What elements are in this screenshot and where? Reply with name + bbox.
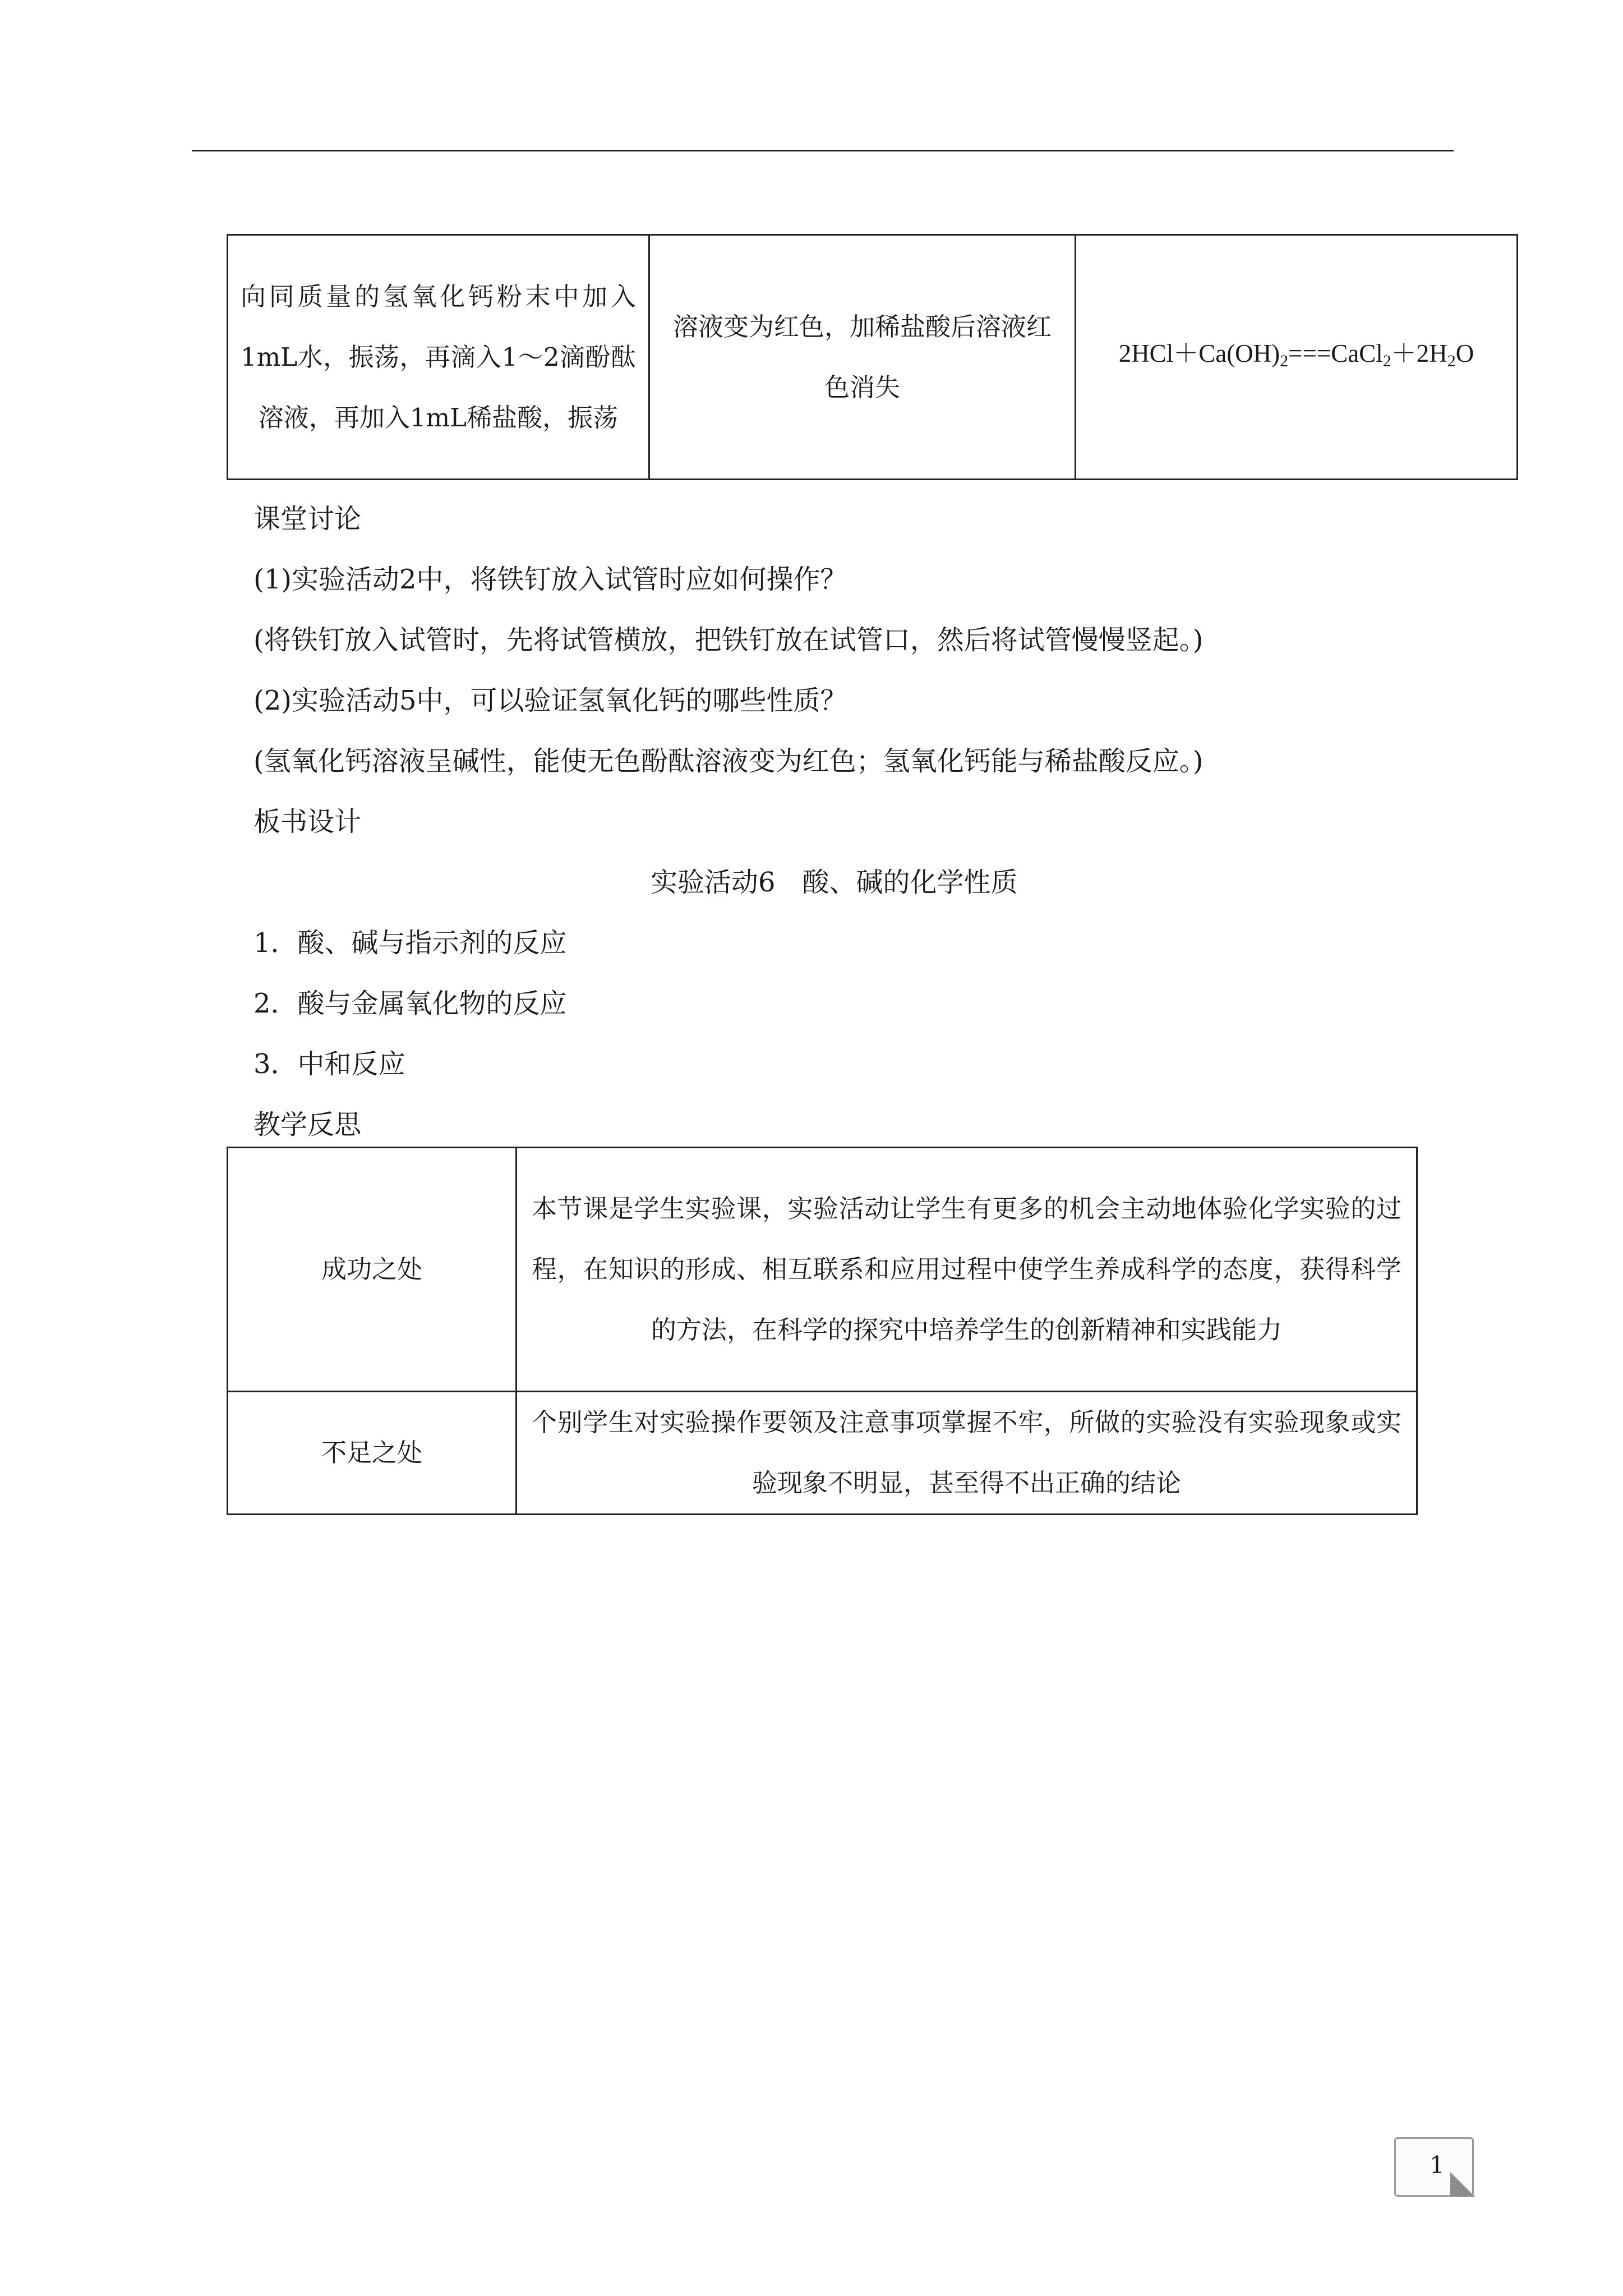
board-item-3: 3．中和反应 [253, 1048, 405, 1080]
reflection-text-success: 本节课是学生实验课，实验活动让学生有更多的机会主动地体验化学实验的过程，在知识的形成、相互联系和应用过程中使学生养成科学的态度，获得科学的方法，在科学的探究中培养学生的创新精神和实践能力 [517, 1148, 1417, 1392]
phenomenon-cell [649, 235, 1076, 480]
table-row [228, 1148, 1417, 1392]
reflection-label-success: 成功之处 [228, 1148, 517, 1392]
board-heading: 板书设计 [253, 806, 362, 838]
board-item-2: 2．酸与金属氧化物的反应 [253, 988, 567, 1019]
discussion-answer-1: (将铁钉放入试管时，先将试管横放，把铁钉放在试管口，然后将试管慢慢竖起。) [253, 624, 1204, 656]
equation-cell [1076, 235, 1518, 480]
table-row [228, 1392, 1417, 1515]
reflection-label-shortcoming: 不足之处 [228, 1392, 517, 1515]
page-number: 1 [1430, 2151, 1445, 2179]
reflection-heading: 教学反思 [253, 1109, 362, 1140]
experiment-table [227, 234, 1518, 480]
phenomenon-text: 溶液变为红色，加稀盐酸后溶液红色消失 [672, 311, 1052, 402]
equation-text: $2HCl+Ca(OH)_2===CaCl_2+2H_2O$ [1118, 339, 1474, 370]
discussion-heading: 课堂讨论 [253, 503, 362, 535]
discussion-question-1: (1)实验活动2中，将铁钉放入试管时应如何操作？ [253, 564, 847, 595]
procedure-cell [228, 235, 649, 480]
discussion-answer-2: (氢氧化钙溶液呈碱性，能使无色酚酞溶液变为红色；氢氧化钙能与稀盐酸反应。) [253, 746, 1204, 777]
reflection-text-shortcoming: 个别学生对实验操作要领及注意事项掌握不牢，所做的实验没有实验现象或实验现象不明显，甚至得不出正确的结论 [517, 1392, 1417, 1515]
discussion-question-2: (2)实验活动5中，可以验证氢氧化钙的哪些性质？ [253, 685, 847, 716]
table-row [228, 235, 1518, 480]
board-title: 实验活动6 酸、碱的化学性质 [651, 867, 1018, 898]
header-rule [192, 150, 1454, 151]
page-curl-icon [1450, 2172, 1475, 2197]
board-item-1: 1．酸、碱与指示剂的反应 [253, 927, 567, 959]
reflection-table [227, 1147, 1418, 1515]
procedure-text: 向同质量的氢氧化钙粉末中加入1mL水，振荡，再滴入1～2滴酚酞溶液，再加入1mL稀盐酸，振荡 [241, 281, 636, 432]
